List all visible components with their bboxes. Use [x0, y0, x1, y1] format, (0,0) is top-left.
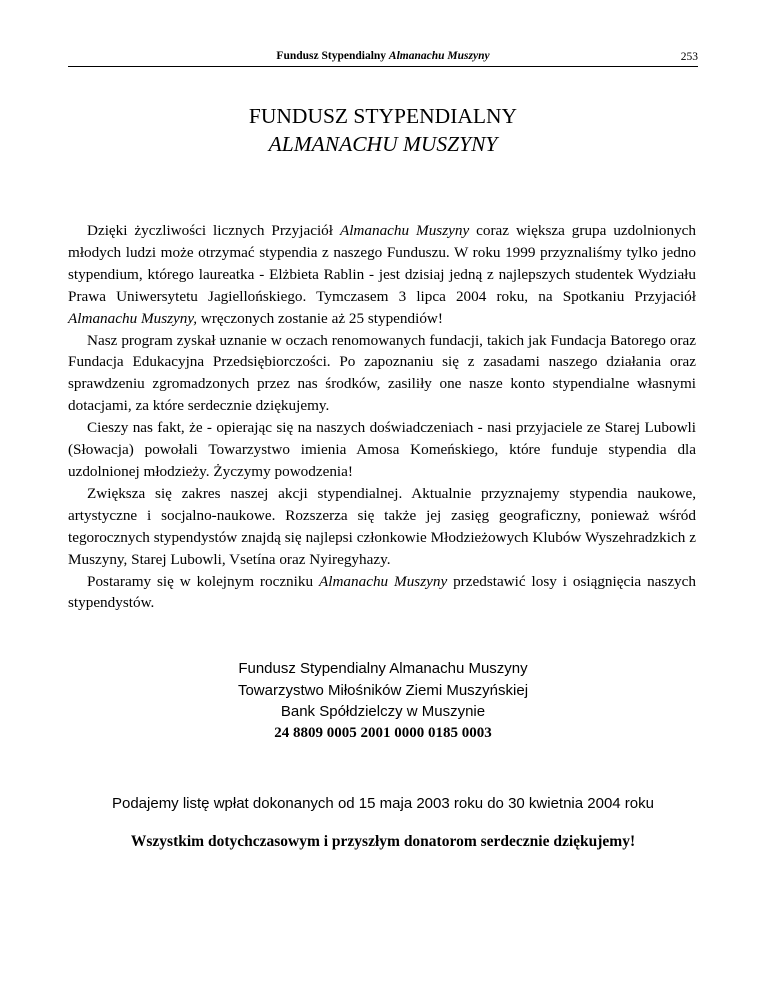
p1-text-a: Dzięki życzliwości licznych Przyjaciół	[87, 222, 340, 239]
p5-text-a: Postaramy się w kolejnym roczniku	[87, 572, 319, 590]
account-line-1: Fundusz Stypendialny Almanachu Muszyny	[238, 660, 528, 677]
running-head-prefix: Fundusz Stypendialny	[276, 50, 389, 62]
running-head-italic: Almanachu Muszyny	[388, 50, 490, 62]
paragraph-1	[68, 220, 696, 330]
p1-italic-1: Almanachu Muszyny	[339, 222, 470, 239]
account-line-2: Towarzystwo Miłośników Ziemi Muszyńskiej	[237, 681, 529, 699]
p5-italic: Almanachu Muszyny	[318, 572, 448, 590]
paragraph-4: Zwiększa się zakres naszej akcji stypendialnej. Aktualnie przyznajemy stypendia naukowe, artystyczne i socjalno-naukowe. Rozszerza się także jej zasięg geograficzny, ponieważ wśród tegorocznych stypendystów znajdą się najlepsi członkowie Młodzieżowych Klubów Wyszehradzkich z Muszyny, Starej Lubowli, Vsetína oraz Nyiregyhazy.	[68, 484, 696, 568]
p1-text-c: wręczonych zostanie aż 25 stypendiów!	[197, 309, 443, 327]
thanks-line: Wszystkim dotychczasowym i przyszłym donatorom serdecznie dziękujemy!	[130, 833, 636, 850]
title-line-2: ALMANACHU MUSZYNY	[268, 132, 498, 156]
running-head	[68, 50, 698, 62]
article-body	[68, 220, 696, 614]
paragraph-3: Cieszy nas fakt, że - opierając się na naszych doświadczeniach - nasi przyjaciele ze Starej Lubowli (Słowacja) powołali Towarzystwo imienia Amosa Komeńskiego, które funduje stypendia dla uzdolnionej młodzieży. Życzymy powodzenia!	[68, 419, 696, 480]
page-header	[68, 44, 698, 67]
title-line-1: FUNDUSZ STYPENDIALNY	[248, 104, 518, 128]
p1-italic-2: Almanachu Muszyny,	[68, 309, 198, 327]
account-number: 24 8809 0005 2001 0000 0185 0003	[274, 724, 492, 741]
account-line-3: Bank Spółdzielczy w Muszynie	[280, 703, 486, 720]
donations-note: Podajemy listę wpłat dokonanych od 15 maja 2003 roku do 30 kwietnia 2004 roku	[111, 795, 654, 812]
p1-text-b: coraz większa grupa uzdolnionych młodych ludzi może otrzymać stypendia z naszego Funduszu. W roku 1999 przyznaliśmy tylko jedno stypendium, którego laureatka - Elżbieta Rablin - jest dzisiaj jedną z najlepszych studentek Wydziału Prawa Uniwersytetu Jagiellońskiego. Tymczasem 3 lipca 2004 roku, na Spotkaniu Przyjaciół	[68, 222, 696, 305]
p5-text-b: przedstawić losy i osiągnięcia naszych stypendystów.	[68, 572, 696, 612]
bank-account-block	[68, 658, 698, 744]
page-number: 253	[680, 51, 698, 63]
paragraph-5	[68, 571, 696, 615]
paragraph-2: Nasz program zyskał uznanie w oczach renomowanych fundacji, takich jak Fundacja Batorego oraz Fundacja Edukacyjna Przedsiębiorczości. Po zapoznaniu się z zasadami naszego działania oraz sprawdzeniu zgromadzonych przez nas środków, zasiliły one nasze konto stypendialne własnymi dotacjami, za które serdecznie dziękujemy.	[68, 331, 696, 415]
